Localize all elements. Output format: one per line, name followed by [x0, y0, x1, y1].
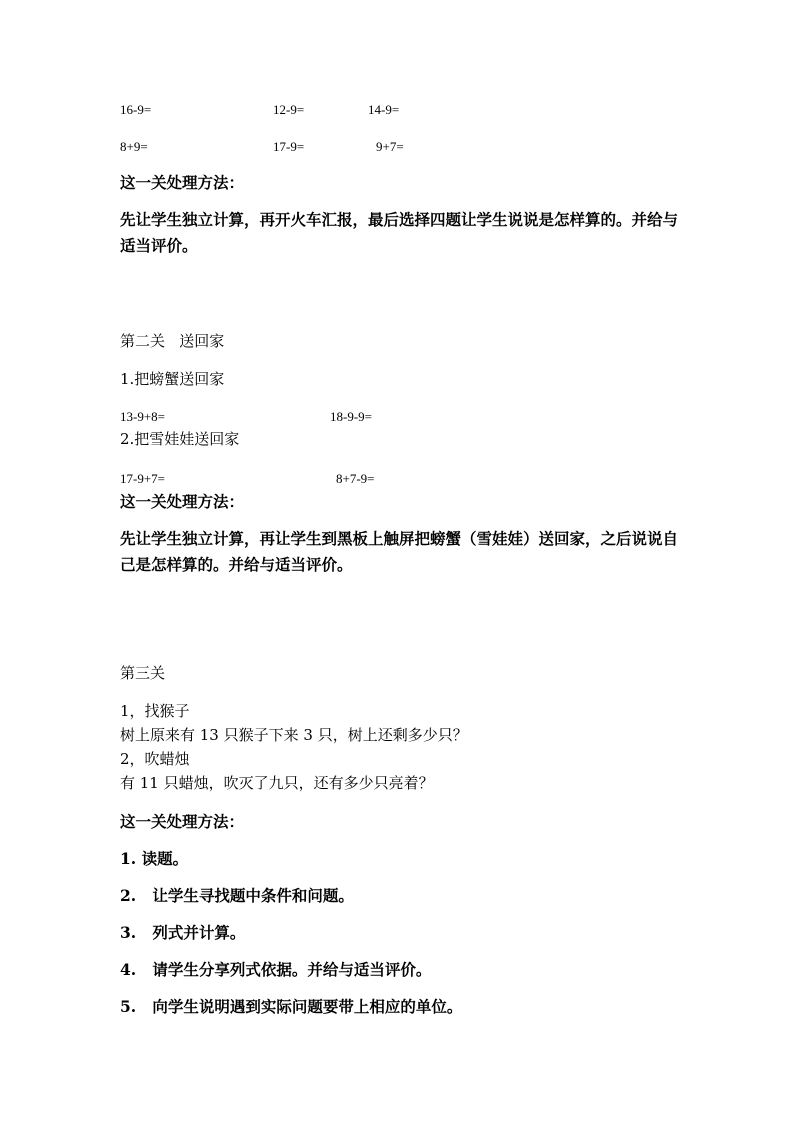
step-item: 5. 向学生说明遇到实际问题要带上相应的单位。 — [120, 997, 463, 1016]
equation: 16-9= — [120, 102, 152, 117]
method-title: 这一关处理方法： — [120, 812, 245, 831]
equation: 8+7-9= — [336, 471, 375, 486]
list-item: 1.把螃蟹送回家 — [120, 370, 225, 388]
step-item: 1. 读题。 — [120, 849, 189, 868]
equation: 14-9= — [368, 102, 400, 117]
equation: 9+7= — [376, 139, 404, 154]
section-title: 第三关 — [120, 664, 166, 682]
step-item: 3. 列式并计算。 — [120, 923, 246, 942]
question-text: 树上原来有 13 只猴子下来 3 只，树上还剩多少只？ — [120, 726, 468, 744]
equation: 12-9= — [273, 102, 305, 117]
step-item: 4. 请学生分享列式依据。并给与适当评价。 — [120, 960, 432, 979]
list-item: 2，吹蜡烛 — [120, 750, 190, 768]
equation: 17-9= — [273, 139, 305, 154]
equation: 17-9+7= — [120, 471, 165, 486]
method-text: 先让学生独立计算，再开火车汇报，最后选择四题让学生说说是怎样算的。并给与适当评价。 — [120, 210, 679, 255]
question-text: 有 11 只蜡烛，吹灭了九只，还有多少只亮着？ — [120, 774, 434, 792]
equation: 13-9+8= — [120, 409, 165, 424]
section-title: 第二关 送回家 — [120, 332, 225, 350]
equation: 8+9= — [120, 139, 148, 154]
list-item: 1，找猴子 — [120, 702, 190, 720]
list-item: 2.把雪娃娃送回家 — [120, 430, 240, 448]
method-text: 先让学生独立计算，再让学生到黑板上触屏把螃蟹（雪娃娃）送回家，之后说说自己是怎样算的。并给与适当评价。 — [120, 529, 679, 574]
step-item: 2. 让学生寻找题中条件和问题。 — [120, 886, 354, 905]
equation: 18-9-9= — [330, 409, 372, 424]
method-title: 这一关处理方法： — [120, 492, 245, 511]
method-title: 这一关处理方法： — [120, 173, 245, 192]
